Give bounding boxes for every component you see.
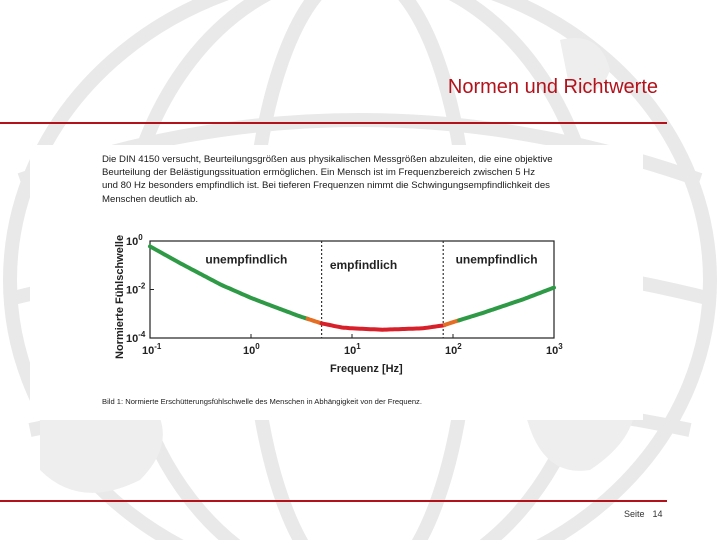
x-axis-label: Frequenz [Hz] xyxy=(330,363,403,375)
x-tick-label: $10^2$ xyxy=(445,342,462,357)
intro-line: Beurteilung der Belästigungssituation ermöglichen. Ein Mensch ist im Frequenzbereich zwischen 5 Hz xyxy=(102,167,536,179)
page-number: 14 xyxy=(652,509,663,519)
footer-label: Seite xyxy=(624,509,645,519)
threshold-curve-segment xyxy=(308,319,322,324)
y-tick-label: $10^{-2}$ xyxy=(126,281,146,297)
slide-title: Normen und Richtwerte xyxy=(447,76,658,98)
x-tick-label: $10^{-1}$ xyxy=(142,342,162,357)
title-divider xyxy=(0,122,667,124)
threshold-curve-segment xyxy=(322,323,445,329)
region-label: unempfindlich xyxy=(205,252,288,267)
footer-divider xyxy=(0,500,667,502)
y-tick-label: $10^0$ xyxy=(126,233,143,248)
figure-panel xyxy=(30,145,643,420)
threshold-curve-segment xyxy=(459,288,554,321)
figure-caption: Bild 1: Normierte Erschütterungsfühlschwelle des Menschen in Abhängigkeit von der Frequenz. xyxy=(102,397,422,406)
x-tick-label: $10^0$ xyxy=(243,342,260,357)
x-tick-label: $10^1$ xyxy=(344,342,361,357)
y-tick-label: $10^{-4}$ xyxy=(126,330,146,345)
page-footer xyxy=(624,509,663,519)
x-tick-label: $10^3$ xyxy=(546,342,563,357)
region-label: empfindlich xyxy=(329,258,398,273)
threshold-chart xyxy=(30,145,643,385)
intro-line: Menschen deutlich ab. xyxy=(102,193,198,205)
threshold-curve-segment xyxy=(445,320,459,325)
intro-line: und 80 Hz besonders empfindlich ist. Bei tieferen Frequenzen nimmt die Schwingungsempfindlichkeit des xyxy=(102,180,550,192)
intro-line: Die DIN 4150 versucht, Beurteilungsgrößen aus physikalischen Messgrößen abzuleiten, die eine objektive xyxy=(102,154,553,165)
y-axis-label: Normierte Fühlschwelle xyxy=(114,234,126,359)
region-label: unempfindlich xyxy=(455,252,538,267)
